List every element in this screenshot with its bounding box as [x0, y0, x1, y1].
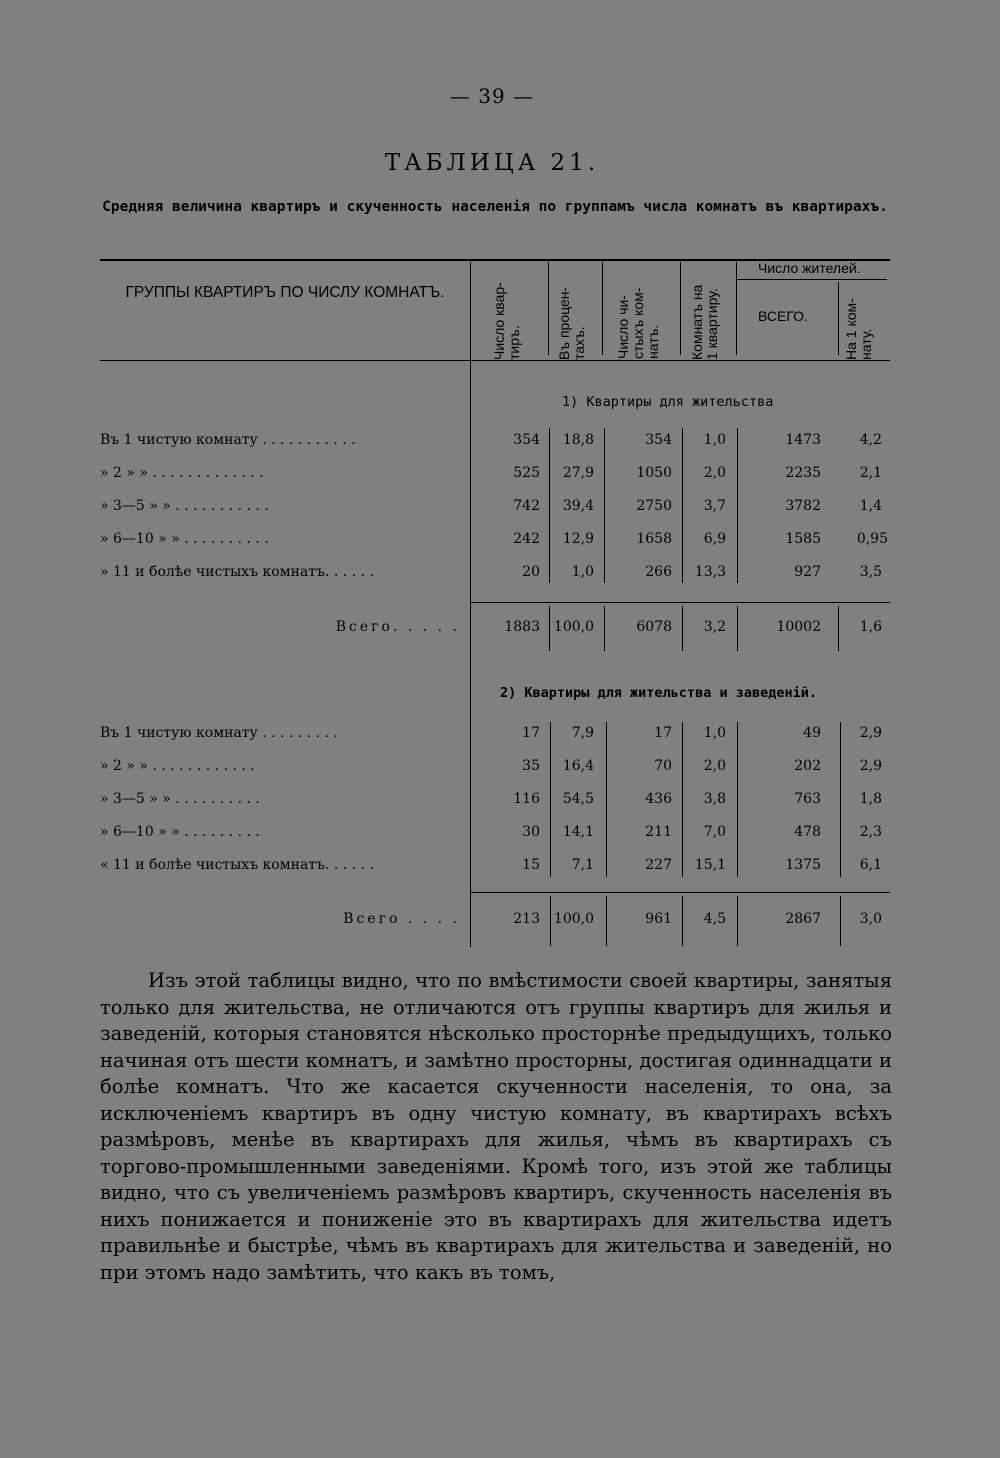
cell-rooms: 354: [645, 432, 672, 448]
cell-apartments: 15: [522, 857, 540, 873]
cell-percent: 100,0: [553, 619, 594, 635]
cell-per-room: 2,9: [859, 725, 882, 741]
cell-per-room: 3,0: [859, 911, 882, 927]
cell-rooms-per: 3,2: [703, 619, 726, 635]
cell-per-room: 2,9: [859, 758, 882, 774]
cell-residents: 478: [794, 824, 821, 840]
section-title: 1) Квартиры для жительства: [562, 394, 774, 410]
cell-rooms: 70: [654, 758, 672, 774]
table-row: [0, 791, 1000, 821]
body-paragraph: [100, 968, 892, 1286]
cell-rooms-per: 3,8: [703, 791, 726, 807]
cell-rooms: 1658: [636, 531, 672, 547]
cell-percent: 54,5: [562, 791, 594, 807]
cell-percent: 7,1: [571, 857, 594, 873]
cell-rooms-per: 4,5: [703, 911, 726, 927]
cell-residents: 1375: [785, 857, 821, 873]
cell-rooms-per: 2,0: [703, 758, 726, 774]
residents-header-rule: [737, 279, 887, 280]
cell-percent: 39,4: [562, 498, 594, 514]
cell-apartments: 213: [513, 911, 540, 927]
header-percent: Въ процен- тахъ.: [556, 286, 587, 360]
cell-residents: 927: [794, 564, 821, 580]
cell-rooms: 1050: [636, 465, 672, 481]
cell-residents: 763: [794, 791, 821, 807]
cell-rooms-per: 1,0: [703, 725, 726, 741]
header-num-rooms: Число чи- стыхъ ком- натъ.: [615, 287, 661, 359]
section1-total-rule: [470, 602, 890, 603]
cell-apartments: 30: [522, 824, 540, 840]
cell-apartments: 35: [522, 758, 540, 774]
cell-rooms: 227: [645, 857, 672, 873]
column-divider: [548, 262, 549, 355]
row-label: Въ 1 чистую комнату . . . . . . . . . . .: [100, 432, 356, 448]
column-divider: [736, 262, 737, 355]
cell-rooms-per: 2,0: [703, 465, 726, 481]
cell-rooms: 266: [645, 564, 672, 580]
cell-percent: 100,0: [553, 911, 594, 927]
cell-percent: 14,1: [562, 824, 594, 840]
cell-apartments: 525: [513, 465, 540, 481]
table-row: [0, 824, 1000, 854]
cell-apartments: 242: [513, 531, 540, 547]
table-row: [0, 564, 1000, 594]
row-label: » 6—10 » » . . . . . . . . .: [100, 824, 260, 840]
cell-apartments: 354: [513, 432, 540, 448]
table-row: [0, 531, 1000, 561]
cell-apartments: 1883: [504, 619, 540, 635]
cell-residents: 1585: [785, 531, 821, 547]
header-residents-total: ВСЕГО.: [758, 308, 808, 324]
header-rooms-per-apartment: Комнатъ на 1 квартиру.: [689, 284, 720, 360]
row-label: » 3—5 » » . . . . . . . . . .: [100, 791, 260, 807]
cell-rooms-per: 1,0: [703, 432, 726, 448]
cell-per-room: 1,8: [859, 791, 882, 807]
cell-per-room: 0,95: [856, 531, 888, 547]
table-total-row: [0, 911, 1000, 941]
cell-per-room: 2,1: [859, 465, 882, 481]
cell-percent: 27,9: [562, 465, 594, 481]
row-label: Всего. . . . .: [335, 619, 460, 635]
cell-rooms: 211: [645, 824, 672, 840]
cell-rooms-per: 3,7: [703, 498, 726, 514]
table-row: [0, 498, 1000, 528]
cell-residents: 3782: [785, 498, 821, 514]
row-label: Всего . . . .: [343, 911, 460, 927]
cell-rooms: 436: [645, 791, 672, 807]
section-title: 2) Квартиры для жительства и заведеній.: [500, 685, 817, 701]
cell-per-room: 4,2: [859, 432, 882, 448]
cell-per-room: 2,3: [859, 824, 882, 840]
row-label: Въ 1 чистую комнату . . . . . . . . .: [100, 725, 338, 741]
page-number: — 39 —: [449, 84, 535, 108]
cell-residents: 2235: [785, 465, 821, 481]
column-divider: [838, 282, 839, 355]
table-row: [0, 758, 1000, 788]
row-label: » 11 и болѣе чистыхъ комнатъ. . . . . .: [100, 564, 374, 580]
cell-rooms: 961: [645, 911, 672, 927]
cell-rooms-per: 13,3: [694, 564, 726, 580]
cell-rooms-per: 6,9: [703, 531, 726, 547]
cell-percent: 7,9: [571, 725, 594, 741]
table-title: ТАБЛИЦА 21.: [384, 150, 600, 176]
header-groups: ГРУППЫ КВАРТИРЪ ПО ЧИСЛУ КОМНАТЪ.: [125, 284, 445, 301]
cell-per-room: 6,1: [859, 857, 882, 873]
cell-residents: 49: [803, 725, 821, 741]
row-label: » 2 » » . . . . . . . . . . . . .: [100, 465, 264, 481]
row-label: « 11 и болѣе чистыхъ комнатъ. . . . . .: [100, 857, 374, 873]
section2-total-rule: [470, 892, 890, 893]
cell-rooms: 2750: [636, 498, 672, 514]
header-num-apartments: Число квар- тиръ.: [491, 282, 522, 360]
table-total-row: [0, 619, 1000, 649]
table-row: [0, 432, 1000, 462]
cell-residents: 1473: [785, 432, 821, 448]
header-bottom-rule: [100, 360, 890, 361]
cell-percent: 16,4: [562, 758, 594, 774]
row-label: » 3—5 » » . . . . . . . . . . .: [100, 498, 269, 514]
cell-apartments: 20: [522, 564, 540, 580]
cell-rooms: 17: [654, 725, 672, 741]
cell-percent: 18,8: [562, 432, 594, 448]
table-row: [0, 465, 1000, 495]
table-row: [0, 857, 1000, 887]
paragraph-text: Изъ этой таблицы видно, что по вмѣстимости своей квартиры, занятыя только для жительства, не отличаются отъ группы квартиръ для жилья и заведеній, которыя становятся нѣсколько просторнѣе предыдущихъ, только начиная отъ шести комнатъ, и замѣтно просторны, достигая одиннадцати и болѣе комнатъ. Что же касается скученности населенія, то она, за исключеніемъ квартиръ въ одну чистую комнату, въ квартирахъ всѣхъ размѣровъ, менѣе въ квартирахъ для жилья, чѣмъ въ квартирахъ съ торгово-промышленными заведеніями. Кромѣ того, изъ этой же таблицы видно, что съ увеличеніемъ размѣровъ квартиръ, скученность населенія въ нихъ понижается и пониженіе это въ квартирахъ для жительства идетъ правильнѣе и быстрѣе, чѣмъ въ квартирахъ для жительства и заведеній, но при этомъ надо замѣтить, что какъ въ томъ,: [100, 969, 892, 1284]
header-residents: Число жителей.: [758, 260, 861, 276]
cell-rooms-per: 15,1: [694, 857, 726, 873]
cell-per-room: 1,6: [859, 619, 882, 635]
column-divider: [680, 262, 681, 355]
header-per-room: На 1 ком- нату.: [843, 298, 874, 360]
cell-per-room: 1,4: [859, 498, 882, 514]
cell-percent: 12,9: [562, 531, 594, 547]
cell-apartments: 742: [513, 498, 540, 514]
cell-residents: 2867: [785, 911, 821, 927]
table-row: [0, 725, 1000, 755]
table-subtitle: Средняя величина квартиръ и скученность населенія по группамъ числа комнатъ въ квартирахъ.: [102, 199, 888, 215]
cell-percent: 1,0: [571, 564, 594, 580]
cell-apartments: 116: [513, 791, 540, 807]
cell-residents: 10002: [776, 619, 821, 635]
cell-apartments: 17: [522, 725, 540, 741]
column-divider: [602, 262, 603, 355]
cell-residents: 202: [794, 758, 821, 774]
row-label: » 2 » » . . . . . . . . . . . .: [100, 758, 255, 774]
row-label: » 6—10 » » . . . . . . . . . .: [100, 531, 269, 547]
cell-rooms-per: 7,0: [703, 824, 726, 840]
cell-rooms: 6078: [636, 619, 672, 635]
cell-per-room: 3,5: [859, 564, 882, 580]
